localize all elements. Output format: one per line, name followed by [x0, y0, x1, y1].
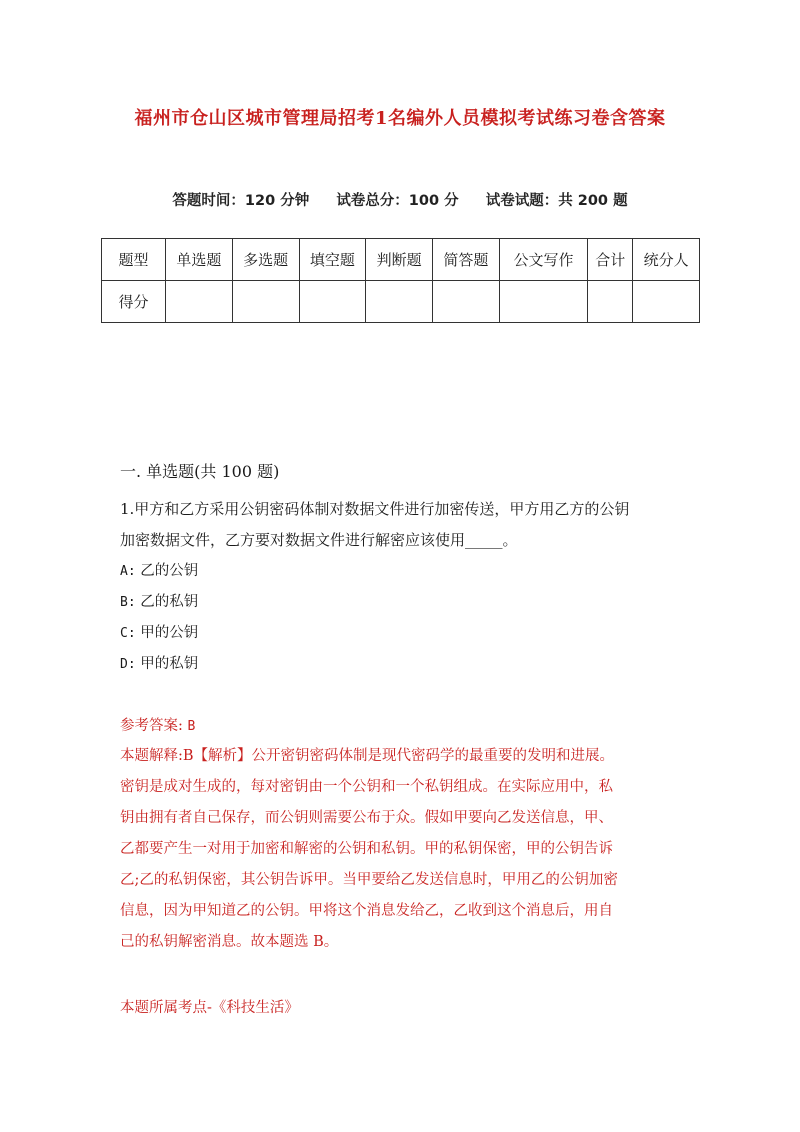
explanation-line: 钥由拥有者自己保存，而公钥则需要公布于众。假如甲要向乙发送信息，甲、 [120, 810, 613, 826]
score-table-score-row [102, 281, 700, 323]
answer-explanation [120, 741, 680, 958]
exam-time: 答题时间：120 分钟 [172, 193, 310, 209]
score-cell[interactable] [299, 281, 366, 323]
topic-tag: 本题所属考点-《科技生活》 [120, 1000, 299, 1016]
explanation-line: 乙;乙的私钥保密，其公钥告诉甲。当甲要给乙发送信息时，甲用乙的公钥加密 [120, 872, 618, 888]
score-table-header: 公文写作 [499, 239, 588, 281]
score-table-header: 填空题 [299, 239, 366, 281]
option-letter: A: [120, 564, 136, 579]
score-cell[interactable] [633, 281, 700, 323]
score-table-header: 判断题 [366, 239, 433, 281]
reference-answer [120, 714, 195, 735]
explanation-line: 本题解释:B【解析】公开密钥密码体制是现代密码学的最重要的发明和进展。 [120, 748, 615, 764]
option-a[interactable] [120, 556, 198, 587]
option-d[interactable] [120, 649, 198, 680]
question-line: 1.甲方和乙方采用公钥密码体制对数据文件进行加密传送，甲方用乙方的公钥 [120, 500, 630, 518]
score-cell[interactable] [166, 281, 233, 323]
score-table-header: 合计 [588, 239, 633, 281]
score-cell[interactable] [499, 281, 588, 323]
score-table-header: 简答题 [433, 239, 500, 281]
explanation-line: 乙都要产生一对用于加密和解密的公钥和私钥。甲的私钥保密，甲的公钥告诉 [120, 841, 613, 857]
question-line: 加密数据文件，乙方要对数据文件进行解密应该使用_____。 [120, 531, 518, 549]
option-text: 甲的公钥 [140, 625, 199, 641]
score-cell[interactable] [433, 281, 500, 323]
score-row-label: 得分 [102, 281, 166, 323]
option-letter: C: [120, 626, 136, 641]
explanation-line: 密钥是成对生成的，每对密钥由一个公钥和一个私钥组成。在实际应用中，私 [120, 779, 613, 795]
option-list [120, 556, 198, 680]
score-table-header: 统分人 [633, 239, 700, 281]
answer-value: B [187, 719, 196, 734]
exam-question-count: 试卷试题：共 200 题 [485, 193, 628, 209]
score-cell[interactable] [232, 281, 299, 323]
option-text: 乙的公钥 [140, 563, 199, 579]
option-letter: D: [120, 657, 136, 672]
exam-total-score: 试卷总分：100 分 [336, 193, 459, 209]
score-table [101, 238, 700, 323]
option-c[interactable] [120, 618, 198, 649]
score-cell[interactable] [588, 281, 633, 323]
score-table-header: 多选题 [232, 239, 299, 281]
score-table-header: 题型 [102, 239, 166, 281]
explanation-line: 信息，因为甲知道乙的公钥。甲将这个消息发给乙，乙收到这个消息后，用自 [120, 903, 613, 919]
document-title: 福州市仓山区城市管理局招考1名编外人员模拟考试练习卷含答案 [134, 108, 666, 129]
score-cell[interactable] [366, 281, 433, 323]
answer-label: 参考答案: [120, 718, 183, 734]
score-table-header-row [102, 239, 700, 281]
option-text: 甲的私钥 [140, 656, 199, 672]
question-stem [120, 494, 680, 556]
score-table-header: 单选题 [166, 239, 233, 281]
option-text: 乙的私钥 [140, 594, 199, 610]
exam-meta [0, 189, 800, 210]
explanation-line: 己的私钥解密消息。故本题选 B。 [120, 934, 339, 950]
section-heading: 一. 单选题(共 100 题) [120, 462, 280, 481]
option-b[interactable] [120, 587, 198, 618]
option-letter: B: [120, 595, 136, 610]
